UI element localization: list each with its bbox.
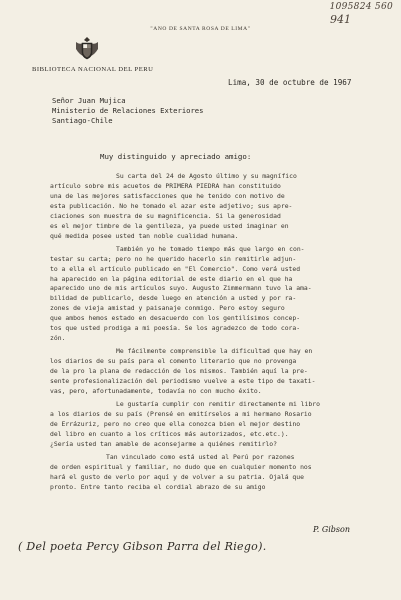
handwritten-annotation: ( Del poeta Percy Gibson Parra del Riego). xyxy=(18,540,267,553)
text-line: to a ella el artículo publicado en "El Comercio". Como verá usted xyxy=(50,264,301,273)
text-line: es el mejor timbre de la gentileza, ya puede usted imaginar en xyxy=(50,221,289,230)
folio-number: 941 xyxy=(330,13,351,26)
text-line: vas, pero, afortunadamente, todavía no con mucho éxito. xyxy=(50,387,262,396)
address-line: Santiago-Chile xyxy=(52,116,113,125)
text-line: que ambos hemos estado en desacuerdo con los gentilísimos concep- xyxy=(50,314,301,323)
text-line: bilidad de publicarlo, desde luego en atención a usted y por ra- xyxy=(50,294,297,303)
text-line: testar su carta; pero no he querido hacerlo sin remitirle adjun- xyxy=(50,254,297,263)
text-line: También yo he tomado tiempo más que largo en con- xyxy=(116,244,305,253)
text-line: zón. xyxy=(50,334,66,343)
text-line: sente profesionalización del periodismo vuelve a este tipo de taxati- xyxy=(50,377,316,386)
address-line: Ministerio de Relaciones Exteriores xyxy=(52,106,204,115)
text-line: ¿Sería usted tan amable de aconsejarme a quiénes remitirlo? xyxy=(50,439,278,448)
text-line: zones de vieja amistad y paisanaje conmigo. Pero estoy seguro xyxy=(50,304,285,313)
text-line: esta publicación. No he tomado el azar este adjetivo; sus apre- xyxy=(50,201,293,210)
text-line: a los diarios de su país (Prensé en emitírselos a mi hermano Rosario xyxy=(50,409,312,418)
paragraph xyxy=(50,453,380,493)
text-line: los diarios de su país para el comento literario que no provenga xyxy=(50,357,297,366)
text-line: del libro en cuanto a los críticos más autorizados, etc.etc.). xyxy=(50,429,289,438)
text-line: Le gustaría cumplir con remitir directamente mi libro xyxy=(116,399,320,408)
text-line: artículo sobre mis acuetos de PRIMERA PIEDRA han constituido xyxy=(50,181,281,190)
text-line: de orden espiritual y familiar, no dudo que en cualquier momento nos xyxy=(50,462,312,471)
letter-body xyxy=(50,172,380,496)
text-line: de Errázuriz, pero no creo que ella conozca bien el mejor destino xyxy=(50,419,301,428)
paragraph xyxy=(50,172,380,242)
text-line: qué medida posee usted tan noble cualidad humana. xyxy=(50,231,239,240)
text-line: Tan vinculado como está usted al Perú por razones xyxy=(106,452,295,461)
paragraph xyxy=(50,347,380,397)
text-line: ciaciones son muestra de su magnificencia. Si la generosidad xyxy=(50,211,281,220)
text-line: tos que usted prodiga a mi poesía. Se los agradezco de todo cora- xyxy=(50,324,301,333)
paragraph xyxy=(50,400,380,450)
paragraph xyxy=(50,245,380,345)
archive-number: 1095824 560 xyxy=(329,2,393,12)
address-line: Señor Juan Mujica xyxy=(52,96,126,105)
coat-of-arms-icon xyxy=(74,36,100,60)
text-line: Su carta del 24 de Agosto último y su magnífico xyxy=(116,172,297,180)
text-line: Me fácilmente comprensible la dificultad que hay en xyxy=(116,347,313,356)
place-and-date: Lima, 30 de octubre de 1967 xyxy=(228,78,352,87)
recipient-address xyxy=(52,96,203,126)
text-line: aparecido uno de mis artículos suyo. Augusto Zimmermann tuvo la ama- xyxy=(50,284,312,293)
institution-name: BIBLIOTECA NACIONAL DEL PERU xyxy=(32,66,154,73)
text-line: hará el gusto de verlo por aquí y de volver a su patria. Ojalá que xyxy=(50,472,304,481)
text-line: una de las mejores satisfacciones que he tenido con motivo de xyxy=(50,191,285,200)
text-line: pronto. Entre tanto reciba el cordial abrazo de su amigo xyxy=(50,482,266,491)
letterhead-motto: "ANO DE SANTA ROSA DE LIMA" xyxy=(150,26,251,32)
salutation: Muy distinguido y apreciado amigo: xyxy=(100,152,252,161)
text-line: de la pro la plana de redacción de los mismos. También aquí la pre- xyxy=(50,367,308,376)
signature: P. Gibson xyxy=(313,525,350,534)
text-line: ha aparecido en la página editorial de este diario en el que ha xyxy=(50,274,293,283)
